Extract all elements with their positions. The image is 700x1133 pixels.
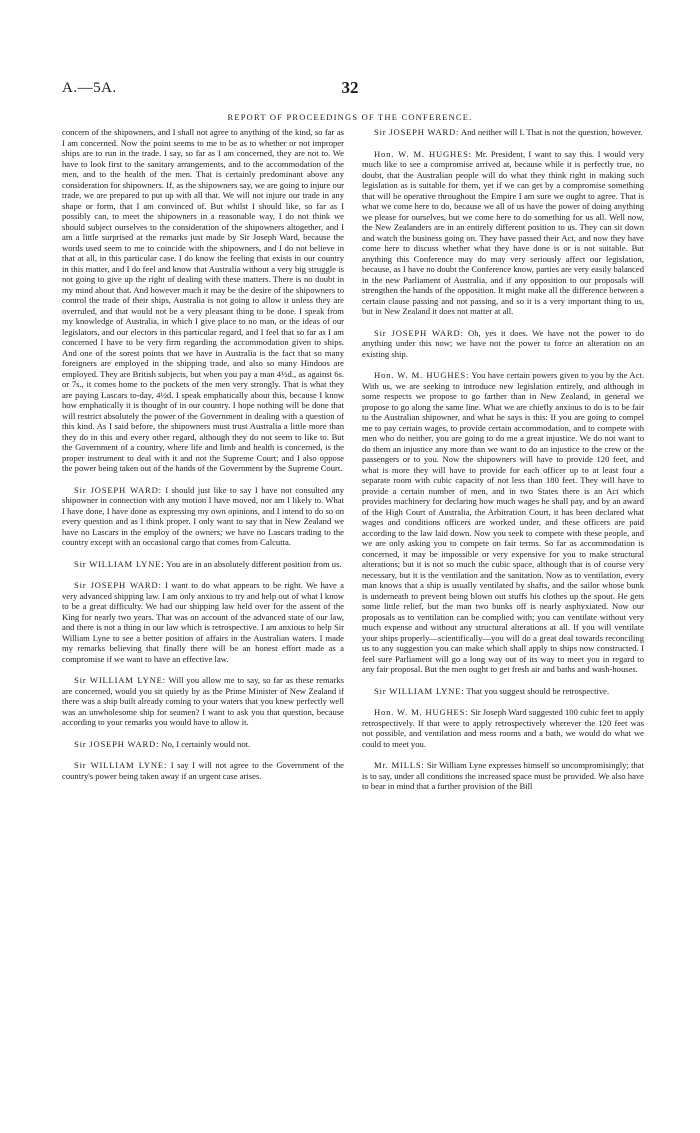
speaker-name: Hon. W. M. HUGHES: [374, 707, 469, 717]
paragraph: Hon. W. M. HUGHES: Mr. President, I want to say this. I would very much like to see a compromise arrived at, because while it is perfectly true, no doubt, that the Australian people will do what they think right in making such legislation as is suitable for them, yet if we can get by a compromise something that will be operative throughout the Empire I am sure we ought to agree. That is what we come here to do, because we all of us have the power of doing anything we please for ourselves, but we come here to do something for us all. Well now, the New Zealanders are in an entirely different position to us. They can sit down and watch the business going on. They have passed their Act, and now they have come here to discuss whether what they have done is or is not suitable. But anything this Conference may do may very seriously affect our legislation, because, as I have no doubt the Conference know, parties are very easily balanced in the new Parliament of Australia, and if any opposition to our proposals will strengthen the hands of the opposition. It might make all the difference between a certain clause passing and not passing, and so it is a very important thing to us, but in New Zealand it does not matter at all. [362, 148, 644, 316]
paragraph: Mr. MILLS: Sir William Lyne expresses himself so uncompromisingly; that is to say, under all conditions the increased space must be provided. We also have to bear in mind that a further provision of the Bill [362, 760, 644, 791]
paragraph: Sir JOSEPH WARD: And neither will I. That is not the question, however. [374, 127, 643, 137]
speaker-name: Sir JOSEPH WARD: [74, 738, 160, 749]
paragraph: concern of the shipowners, and I shall not agree to anything of the kind, so far as I am concerned. Now the point seems to me to be as to whether or not improper ships are to run in the trade. I say, so far as I am concerned, they are not to. We have to look first to the sanitary arrangements, and to the accommodation of the men, and to the health of the men. That is certainly predominant above any consideration for shipowners. If, as the shipowners say, we are going to injure our trade, we are prepared to put up with all that. We will not injure our trade in any shape or form, that I am convinced of. But whilst I should like, so far as I possibly can, to meet the shipowners in a reasonable way, I do not think we should subject ourselves to the consideration of the shipowners altogether, and I am a little surprised at the remarks just made by Sir Joseph Ward, because the words used seem to me to coincide with the shipowners, and I do not believe in that at all, in this particular case. I do know the feeling that exists in our country in this matter, and I do feel and know that Australia without a very big struggle is not going to give up the right of dealing with these matters. There is no doubt in my mind about that. And however much it may be the desire of the shipowners to control the trade of their ships, Australia is not going to allow it unless they are overruled, and that would not be a very pleasant thing to be done. I speak from my knowledge of Australia, in which I give place to no man, or the ideas of our legislators, and our electors in this particular regard, and I feel that so far as I am concerned I have to be very firm regarding the accommodation given to ships. And one of the sorest points that we have in Australia is the fact that so many foreigners are employed in the shipping trade, and also so many Hindoos are employed. They are British subjects, but when you pay a man 4½d., as against 6s. or 7s., it comes home to the pockets of the men very strongly. That is what they are paying Lascars to-day, 4½d. I speak emphatically about this, because I know how emphatically it is thought of in our country. I hope nothing will be done that will restrict absolutely the power of the Government in dealing with a question of this kind. As I said before, the shipowners must trust Australia a little more than they do in this and every other regard, although they do not seem to like to. But the Government of a country, where life and limb and health is concerned, is the proper instrument to deal with it and not the Supreme Court; and I also oppose the power being taken out of the hands of the Government by the Supreme Court. [62, 127, 344, 473]
left-column [62, 127, 344, 1127]
speaker-name: Sir JOSEPH WARD: [374, 127, 460, 137]
paragraph: Sir WILLIAM LYNE: I say I will not agree to the Government of the country's power being taken away if an urgent case arises. [62, 760, 344, 781]
speaker-name: Sir WILLIAM LYNE: [74, 558, 165, 569]
paragraph: Sir WILLIAM LYNE: That you suggest should be retrospective. [374, 685, 610, 696]
paragraph: Sir JOSEPH WARD: Oh, yes it does. We have not the power to do anything under this now; we have not the power to force an alteration on an existing ship. [362, 327, 644, 359]
right-column [362, 127, 644, 1127]
speaker-name: Hon. W. M. HUGHES: [374, 370, 470, 380]
paragraph: Sir WILLIAM LYNE: Will you allow me to say, so far as these remarks are concerned, would you sit quietly by as the Prime Minister of New Zealand if there was a ship built already coming to your waters that you knew perfectly well was an unwholesome ship for seamen? I want to ask you that question, because according to your remarks you would have to allow it. [62, 675, 344, 727]
speaker-name: Sir WILLIAM LYNE: [74, 675, 166, 685]
paragraph: Sir JOSEPH WARD: I want to do what appears to be right. We have a very advanced shipping law. I am only anxious to try and help out of what I know to be a great difficulty. We had our shipping law held over for the assent of the King for nearly two years. That was on account of the advanced state of our law, and there is not a thing in our law which is retrospective. I am anxious to help Sir William Lyne to see a better position of affairs in the Australian waters. I made my remarks believing that finally there will be an honest effort made as a compromise if we want to have an effective law. [62, 580, 344, 664]
speaker-name: Sir WILLIAM LYNE: [374, 685, 465, 696]
speaker-name: Mr. MILLS: [374, 760, 425, 770]
paragraph: Sir JOSEPH WARD: I should just like to say I have not consulted any shipowner in connection with any motion I have moved, nor am I likely to. What I have done, I have done as expressing my own opinions, and I intend to do so on every question and as I think proper. I only want to say that in New Zealand we have no Lascars in the employ of the owners; we have no Lascars trading to the country except with an occasional cargo that comes from Calcutta. [62, 484, 344, 547]
running-title: REPORT OF PROCEEDINGS OF THE CONFERENCE. [227, 112, 473, 122]
paragraph: Sir WILLIAM LYNE: You are in an absolutely different position from us. [74, 558, 342, 569]
speaker-name: Sir JOSEPH WARD: [74, 484, 162, 495]
report-ref: A.—5A. [62, 80, 117, 96]
paragraph: Hon. W. M. HUGHES: Sir Joseph Ward suggested 100 cubic feet to apply retrospectively. If that were to apply retrospectively wherever the 120 feet was not possible, and ventilation and mess rooms and a bath, we would do what we could to meet you. [362, 707, 644, 749]
speaker-name: Hon. W. M. HUGHES: [374, 148, 472, 159]
paragraph: Hon. W. M. HUGHES: You have certain powers given to you by the Act. With us, we are seeking to introduce new legislation entirely, and although in some respects we propose to go farther than in New Zealand, in general we propose to go along the same line. What we are chiefly anxious to do is to be fair to the Australian shipowner, and what he says is this: If you are going to compel me to pay certain wages, to provide certain accommodation, and to compete with men who do neither, you are going to do me a great injustice. We do not want to do them an injustice any more than we want to do an injustice to the crew or the passengers or to you. Now the shipowners will have to provide 120 feet, and what is more they will have to provide for each officer up to at least four a separate room with cubic capacity of not less than 180 feet. They will have to provide a certain number of men, and in two States there is an Act which provides machinery for declaring how much wages he shall pay, and by an award of the High Court of Australia, the Arbitration Court, it has been declared what wages and conditions officers are worked under, and these officers are paid according to the law laid down. Now you seek to compete with these people, and we are only asking you to compete on fair terms. So far as accommodation is concerned, it may be impossible or very expensive for you to make structural alterations; but it is not so much the cubic space, although that is of course very necessary, but it is the ventilation and the sanitation. Now as to ventilation, every man knows that a ship is usually ventilated by shafts, and the sailor whose bunk is underneath to prevent being blown out stuffs his clothes up the spout. He gets some little relief, but the man two bunks off is nearly asphyxiated. Now our proposals as to ventilation can be complied with; you can ventilate without very much expense and without any structural alterations at all. If you will ventilate your ships properly—scientifically—you will do a great deal towards reconciling us to any suggestion you can make which shall apply to ships now constructed. I feel sure Parliament will go a long way out of its way to meet you in regard to any fair proposal. But the men ought to get fresh air and baths and wash-houses. [362, 370, 644, 674]
speaker-name: Sir JOSEPH WARD: [74, 580, 162, 590]
page-number: 32 [341, 78, 359, 97]
speaker-name: Sir JOSEPH WARD: [374, 327, 464, 338]
paragraph: Sir JOSEPH WARD: No, I certainly would not. [74, 738, 251, 749]
speaker-name: Sir WILLIAM LYNE: [74, 760, 168, 770]
